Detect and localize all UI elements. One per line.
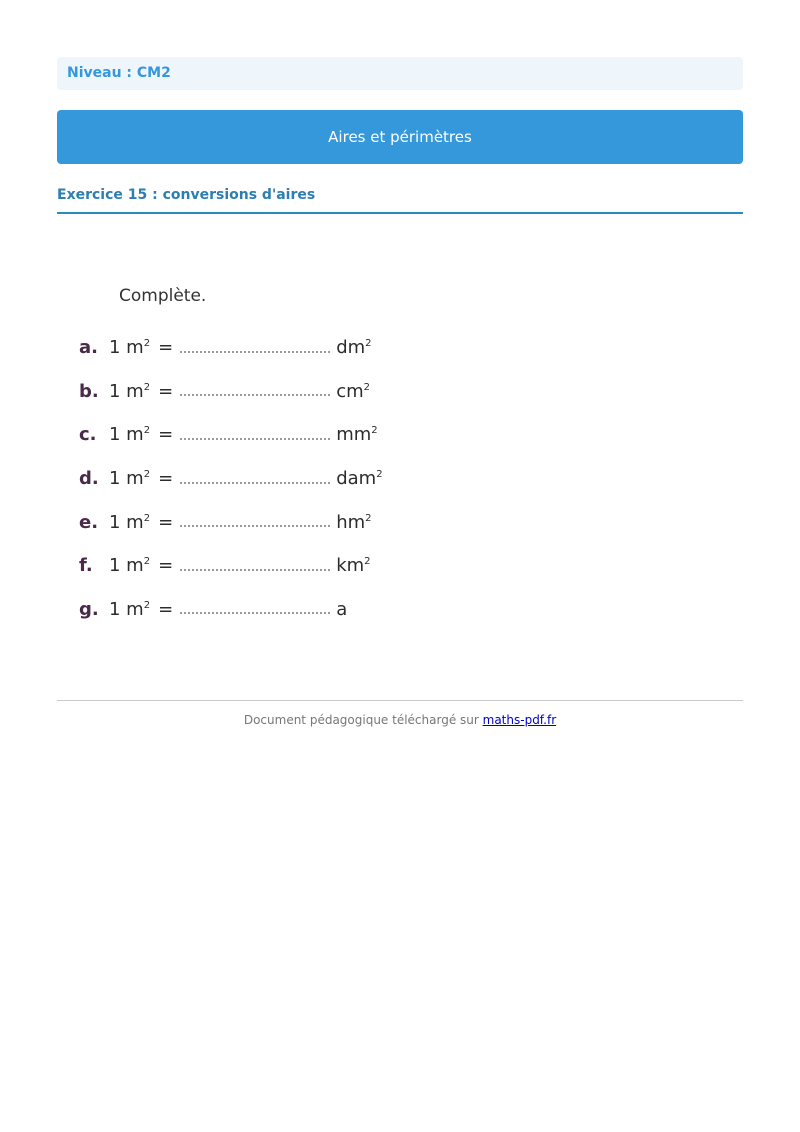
item-lhs: 1 $m^2$ xyxy=(109,337,151,359)
answer-blank[interactable] xyxy=(180,557,330,571)
equals-sign: = xyxy=(158,598,174,620)
equals-sign: = xyxy=(158,380,174,402)
exercise-item xyxy=(79,413,383,457)
item-lhs: 1 $m^2$ xyxy=(109,598,151,620)
exercise-item xyxy=(79,457,383,501)
item-unit: $hm^2$ xyxy=(336,511,372,533)
item-unit: $mm^2$ xyxy=(336,424,378,446)
answer-blank[interactable] xyxy=(180,600,330,614)
equals-sign: = xyxy=(158,424,174,446)
item-unit: a xyxy=(336,598,348,620)
item-letter: f. xyxy=(79,555,93,577)
answer-blank[interactable] xyxy=(180,470,330,484)
footer-divider xyxy=(57,700,743,701)
exercise-item xyxy=(79,370,383,414)
exercise-title: Exercice 15 : conversions d'aires xyxy=(57,185,743,214)
exercise-item-list xyxy=(79,326,383,631)
answer-blank[interactable] xyxy=(180,339,330,353)
exercise-item xyxy=(79,326,383,370)
item-lhs: 1 $m^2$ xyxy=(109,555,151,577)
instruction-text: Complète. xyxy=(119,286,207,306)
answer-blank[interactable] xyxy=(180,382,330,396)
item-letter: d. xyxy=(79,468,99,490)
equals-sign: = xyxy=(158,468,174,490)
item-unit: dam$^2$ xyxy=(336,468,383,490)
footer xyxy=(57,713,743,727)
item-lhs: 1 $m^2$ xyxy=(109,380,151,402)
item-unit: $km^2$ xyxy=(336,555,371,577)
footer-text: Document pédagogique téléchargé sur xyxy=(243,713,483,727)
exercise-item xyxy=(79,544,383,588)
level-label: Niveau : CM2 xyxy=(57,57,743,90)
item-unit: $cm^2$ xyxy=(336,380,370,402)
answer-blank[interactable] xyxy=(180,513,330,527)
item-letter: c. xyxy=(79,424,97,446)
item-unit: $dm^2$ xyxy=(336,337,372,359)
item-letter: a. xyxy=(79,337,98,359)
answer-blank[interactable] xyxy=(180,426,330,440)
item-letter: e. xyxy=(79,511,99,533)
item-lhs: 1 $m^2$ xyxy=(109,424,151,446)
exercise-item xyxy=(79,500,383,544)
equals-sign: = xyxy=(158,555,174,577)
equals-sign: = xyxy=(158,337,174,359)
item-lhs: 1 $m^2$ xyxy=(109,511,151,533)
exercise-item xyxy=(79,588,383,632)
item-letter: g. xyxy=(79,598,99,620)
item-lhs: 1 $m^2$ xyxy=(109,468,151,490)
item-letter: b. xyxy=(79,380,99,402)
footer-link[interactable]: maths-pdf.fr xyxy=(482,713,557,727)
equals-sign: = xyxy=(158,511,174,533)
topic-banner: Aires et périmètres xyxy=(57,110,743,164)
